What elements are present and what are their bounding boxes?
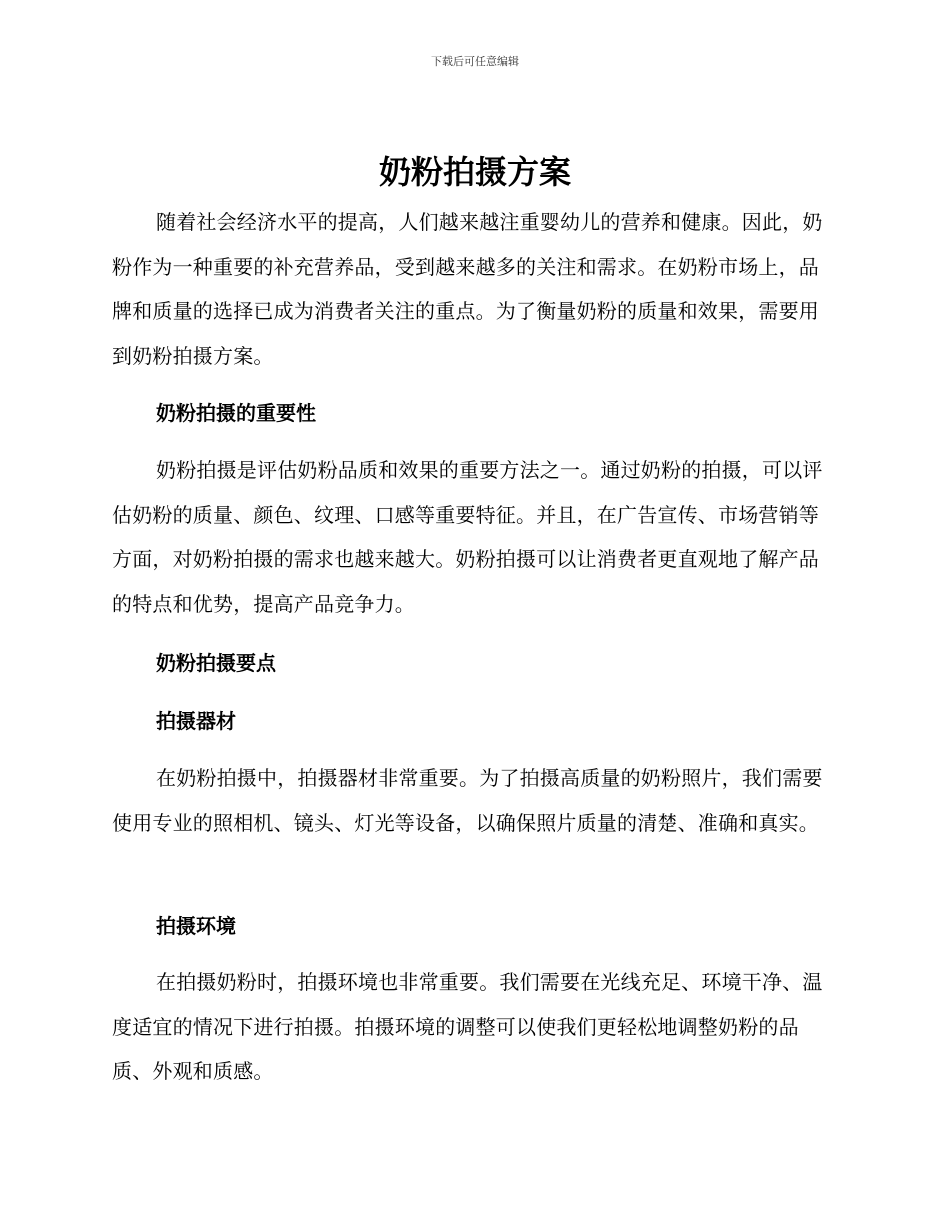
section-heading-key-points: 奶粉拍摄要点	[156, 651, 276, 675]
equipment-paragraph: 在奶粉拍摄中，拍摄器材非常重要。为了拍摄高质量的奶粉照片，我们需要使用专业的照相机、镜头、灯光等设备，以确保照片质量的清楚、准确和真实。	[112, 766, 823, 835]
environment-paragraph: 在拍摄奶粉时，拍摄环境也非常重要。我们需要在光线充足、环境干净、温度适宜的情况下进行拍摄。拍摄环境的调整可以使我们更轻松地调整奶粉的品质、外观和质感。	[112, 970, 823, 1084]
document-title: 奶粉拍摄方案	[378, 153, 571, 191]
section-heading-equipment: 拍摄器材	[156, 709, 236, 733]
header-note: 下载后可任意编辑	[431, 55, 519, 68]
section-heading-environment: 拍摄环境	[156, 914, 236, 938]
importance-paragraph: 奶粉拍摄是评估奶粉品质和效果的重要方法之一。通过奶粉的拍摄，可以评估奶粉的质量、颜色、纹理、口感等重要特征。并且，在广告宣传、市场营销等方面，对奶粉拍摄的需求也越来越大。奶粉拍摄可以让消费者更直观地了解产品的特点和优势，提高产品竞争力。	[112, 458, 823, 617]
intro-paragraph: 随着社会经济水平的提高，人们越来越注重婴幼儿的营养和健康。因此，奶粉作为一种重要的补充营养品，受到越来越多的关注和需求。在奶粉市场上，品牌和质量的选择已成为消费者关注的重点。为了衡量奶粉的质量和效果，需要用到奶粉拍摄方案。	[112, 210, 823, 369]
section-heading-importance: 奶粉拍摄的重要性	[156, 401, 316, 425]
